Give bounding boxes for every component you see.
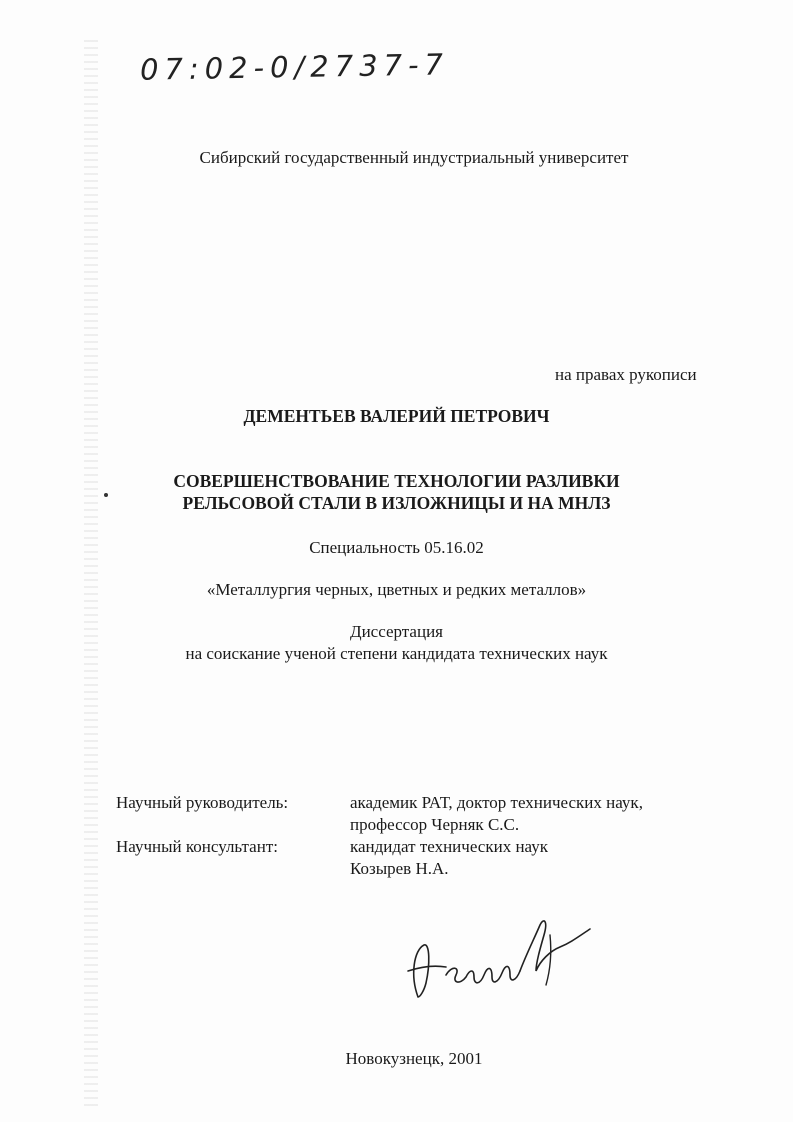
consultant-name: Козырев Н.А. <box>350 859 449 878</box>
consultant-label: Научный консультант: <box>116 837 278 856</box>
degree-description: на соискание ученой степени кандидата технических наук <box>185 644 608 663</box>
supervisor-name: профессор Черняк С.С. <box>350 815 520 834</box>
manuscript-note: на правах рукописи <box>555 365 697 384</box>
university-name: Сибирский государственный индустриальный университет <box>199 148 629 167</box>
scan-edge-artifact <box>84 40 98 1110</box>
supervisor-title: академик РАТ, доктор технических наук, <box>350 793 643 812</box>
handwritten-catalog-number: 07:02-0/2737-7 <box>139 47 450 87</box>
thesis-title-line-2: РЕЛЬСОВОЙ СТАЛИ В ИЗЛОЖНИЦЫ И НА МНЛЗ <box>182 493 611 513</box>
thesis-title-line-1: СОВЕРШЕНСТВОВАНИЕ ТЕХНОЛОГИИ РАЗЛИВКИ <box>173 471 620 491</box>
specialty-code: Специальность 05.16.02 <box>309 538 484 557</box>
scan-speck <box>104 493 108 497</box>
supervisor-label: Научный руководитель: <box>116 793 289 812</box>
author-name: ДЕМЕНТЬЕВ ВАЛЕРИЙ ПЕТРОВИЧ <box>243 406 550 426</box>
consultant-title: кандидат технических наук <box>350 837 548 856</box>
city-year: Новокузнецк, 2001 <box>345 1049 483 1068</box>
specialty-name: «Металлургия черных, цветных и редких металлов» <box>206 580 587 599</box>
dissertation-label: Диссертация <box>349 622 443 641</box>
author-signature <box>400 905 600 1010</box>
